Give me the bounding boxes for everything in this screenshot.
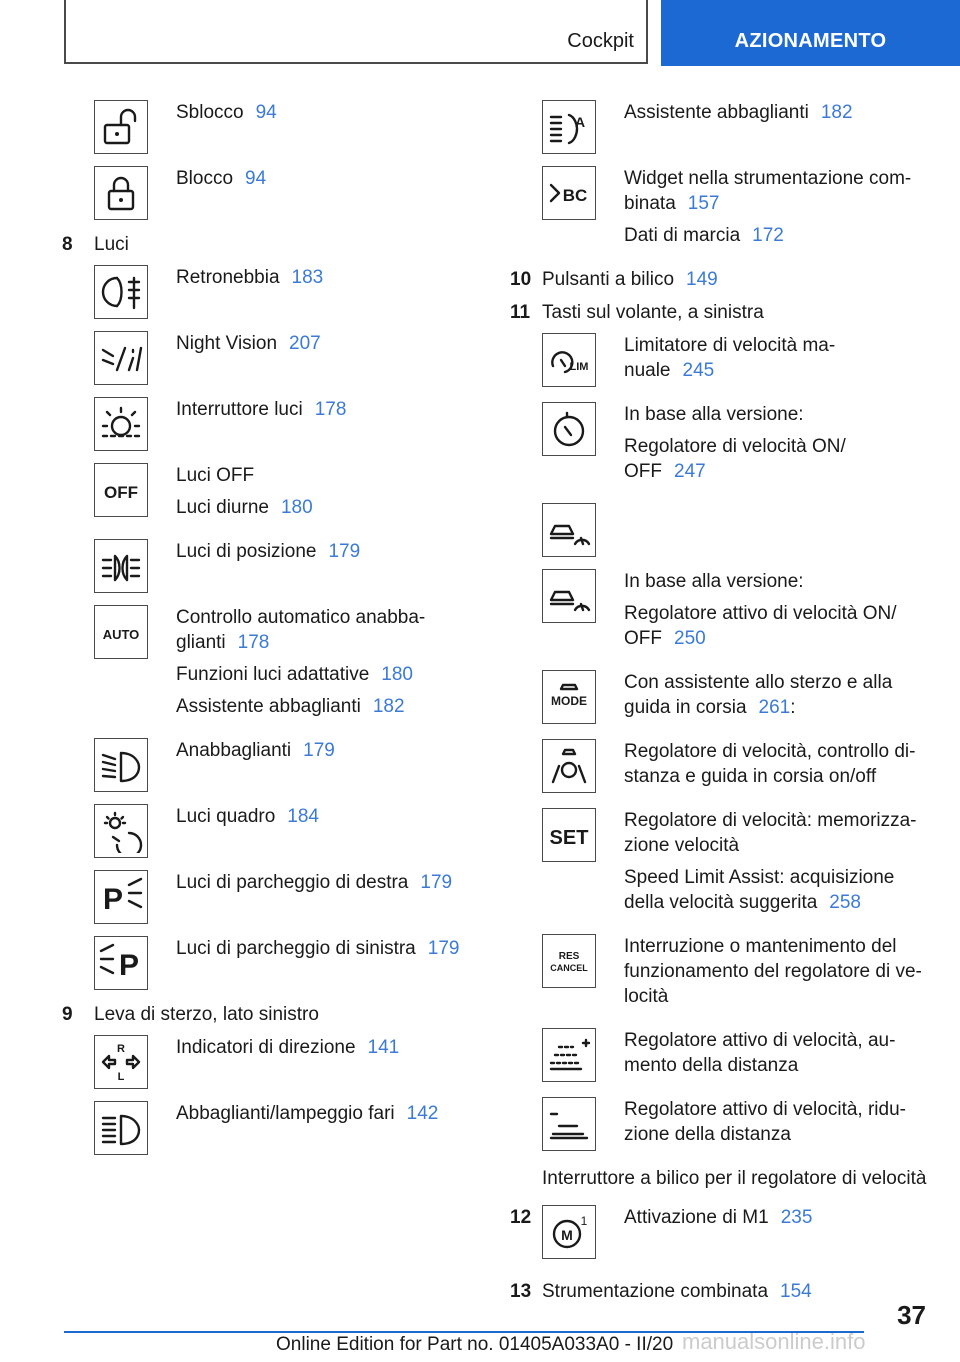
left-column (62, 100, 502, 1167)
entry-line: Abbaglianti/lampeggio fari 142 (176, 1103, 439, 1124)
low-beam-icon (94, 738, 148, 792)
high-beam-icon (94, 1101, 148, 1155)
light-switch-icon (94, 397, 148, 451)
entry-line: Luci di parcheggio di destra 179 (176, 872, 453, 893)
page-ref[interactable]: 94 (245, 168, 267, 189)
m1-icon (542, 1205, 596, 1259)
watermark: manualsonline.info (682, 1329, 866, 1354)
svg-text:M: M (561, 1227, 573, 1243)
wheel-entry-7 (510, 934, 950, 1016)
stalk-entry-r-1 (510, 166, 950, 255)
wheel-entry-0 (510, 333, 950, 390)
svg-text:MODE: MODE (551, 694, 587, 708)
lane-icon (542, 739, 596, 793)
entry-line: Luci di parcheggio di sinistra 179 (176, 938, 460, 959)
lock-entry-0 (62, 100, 502, 154)
svg-text:LIM: LIM (569, 361, 589, 373)
page-ref[interactable]: 261 (758, 697, 791, 718)
page-ref[interactable]: 172 (752, 225, 784, 246)
entry-line: In base alla versione: (624, 571, 804, 592)
lights-entry-1 (62, 331, 502, 385)
svg-text:1: 1 (580, 1214, 588, 1228)
page-ref[interactable]: 178 (314, 399, 347, 420)
page-ref[interactable]: 245 (682, 360, 715, 381)
page-ref[interactable]: 258 (829, 892, 861, 913)
svg-text:A: A (574, 114, 586, 130)
entry-line: Retronebbia 183 (176, 267, 324, 288)
entry-line: Speed Limit Assist: acquisizione della velocità suggerita 258 (624, 867, 895, 913)
park-r-icon (94, 870, 148, 924)
lights-entry-8 (62, 870, 502, 924)
svg-text:AUTO: AUTO (102, 627, 140, 642)
svg-text:R: R (117, 1043, 125, 1055)
res-icon (542, 934, 596, 988)
stalk-entry-0 (62, 1035, 502, 1089)
entry-line: Regolatore attivo di velocità ON/ OFF 250 (624, 603, 897, 649)
chapter-title: Cockpit (567, 30, 634, 52)
set-icon (542, 808, 596, 862)
lights-entry-0 (62, 265, 502, 319)
section-tab (661, 0, 960, 66)
entry-line: In base alla versione: (624, 404, 804, 425)
page-ref[interactable]: 179 (328, 541, 361, 562)
lights-entry-5 (62, 605, 502, 726)
svg-text:P: P (102, 883, 124, 916)
page-ref[interactable]: 157 (687, 193, 720, 214)
lim-icon (542, 333, 596, 387)
section-12-entry: 12 M 1 Attivazione di M1 235 (510, 1205, 950, 1259)
pos-icon (94, 539, 148, 593)
lights-entry-9 (62, 936, 502, 990)
lights-entry-3 (62, 463, 502, 527)
lock-entry-1 (62, 166, 502, 220)
wheel-entry-1 (510, 402, 950, 491)
lock-icon (94, 166, 148, 220)
page-ref[interactable]: 250 (674, 628, 706, 649)
section-11-heading: 11 Tasti sul volante, a sinistra (510, 302, 764, 323)
turn-icon (94, 1035, 148, 1089)
stalk-entry-r-0 (510, 100, 950, 154)
page-ref[interactable]: 247 (674, 461, 706, 482)
wheel-entry-2 (510, 503, 950, 557)
dist-down-icon (542, 1097, 596, 1151)
wheel-entry-5 (510, 739, 950, 796)
page-number: 37 (897, 1300, 926, 1330)
entry-line: Blocco 94 (176, 168, 267, 189)
section-title: AZIONAMENTO (734, 30, 887, 52)
svg-text:SET: SET (549, 827, 589, 849)
entry-line: Indicatori di direzione 141 (176, 1037, 400, 1058)
hb-assist-icon (542, 100, 596, 154)
section-9-heading: 9 Leva di sterzo, lato sinistro (62, 1004, 319, 1025)
acc-icon (542, 569, 596, 623)
lights-entry-2 (62, 397, 502, 451)
entry-line: Regolatore di velocità, controllo di- stanza e guida in corsia on/off (624, 741, 916, 787)
wheel-entry-6 (510, 808, 950, 922)
entry-line: Regolatore attivo di velocità, au- mento della distanza (624, 1030, 896, 1076)
svg-text:BC: BC (562, 186, 588, 205)
page-ref[interactable]: 180 (280, 497, 313, 518)
fog-rear-icon (94, 265, 148, 319)
page-ref[interactable]: 184 (287, 806, 319, 827)
wheel-entry-8 (510, 1028, 950, 1085)
svg-text:P: P (118, 949, 140, 982)
lights-entry-4 (62, 539, 502, 593)
section-11-note: Interruttore a bilico per il regolatore di velocità (542, 1168, 927, 1189)
entry-line: Funzioni luci adattative 180 (176, 664, 413, 685)
entry-line: Widget nella strumentazione com- binata 157 (624, 168, 912, 214)
wheel-entry-4 (510, 670, 950, 727)
page-ref[interactable]: 179 (303, 740, 335, 761)
page-ref[interactable]: 149 (686, 269, 718, 290)
entry-line: Sblocco 94 (176, 102, 277, 123)
svg-text:RES: RES (558, 951, 580, 962)
entry-line: Night Vision 207 (176, 333, 321, 354)
page-ref[interactable]: 142 (406, 1103, 439, 1124)
acc-icon (542, 503, 596, 557)
page-ref[interactable]: 178 (237, 632, 270, 653)
unlock-icon (94, 100, 148, 154)
right-column (510, 100, 950, 1312)
page-ref[interactable]: 94 (255, 102, 277, 123)
dist-up-icon (542, 1028, 596, 1082)
dash-icon (94, 804, 148, 858)
night-icon (94, 331, 148, 385)
page-ref[interactable]: 180 (381, 664, 413, 685)
auto-icon (94, 605, 148, 659)
svg-text:CANCEL: CANCEL (550, 963, 588, 973)
entry-line: Assistente abbaglianti 182 (176, 696, 405, 717)
off-icon (94, 463, 148, 517)
entry-line: Interruttore luci 178 (176, 399, 347, 420)
park-l-icon (94, 936, 148, 990)
entry-line: Assistente abbaglianti 182 (624, 102, 853, 123)
stalk-entry-1 (62, 1101, 502, 1155)
mode-icon (542, 670, 596, 724)
lights-entry-6 (62, 738, 502, 792)
svg-text:OFF: OFF (104, 483, 138, 502)
page-ref[interactable]: 182 (820, 102, 853, 123)
entry-line: Luci di posizione 179 (176, 541, 361, 562)
page-ref[interactable]: 179 (420, 872, 453, 893)
page-ref[interactable]: 154 (780, 1281, 812, 1302)
page-ref[interactable]: 182 (372, 696, 405, 717)
entry-line: Con assistente allo sterzo e alla guida in corsia 261: (624, 672, 893, 718)
entry-line: Anabbaglianti 179 (176, 740, 335, 761)
footer-edition: Online Edition for Part no. 01405A033A0 - II/20 (276, 1334, 674, 1355)
entry-line: Dati di marcia 172 (624, 225, 784, 246)
entry-line: Controllo automatico anabba- glianti 178 (176, 607, 426, 653)
entry-line: Regolatore di velocità ON/ OFF 247 (624, 436, 846, 482)
entry-line: Interruzione o mantenimento del funzionamento del regolatore di ve- locità (624, 936, 922, 1007)
section-13-heading: 13 Strumentazione combinata 154 (510, 1281, 812, 1302)
entry-line: Luci diurne 180 (176, 497, 313, 518)
entry-line: Regolatore attivo di velocità, ridu- zione della distanza (624, 1099, 906, 1145)
wheel-entry-3 (510, 569, 950, 658)
entry-line: Luci OFF (176, 465, 255, 486)
section-8-heading: 8 Luci (62, 234, 129, 255)
section-10-heading: 10 Pulsanti a bilico 149 (510, 269, 718, 290)
page-ref[interactable]: 235 (780, 1207, 813, 1228)
entry-line: Regolatore di velocità: memorizza- zione velocità (624, 810, 917, 856)
page-ref[interactable]: 207 (289, 333, 321, 354)
entry-line: Luci quadro 184 (176, 806, 319, 827)
page-ref[interactable]: 141 (367, 1037, 400, 1058)
cruise-icon (542, 402, 596, 456)
bc-icon (542, 166, 596, 220)
page-ref[interactable]: 179 (427, 938, 460, 959)
chapter-tab (64, 0, 648, 64)
page-header (0, 0, 960, 66)
entry-line: Limitatore di velocità ma- nuale 245 (624, 335, 836, 381)
wheel-entry-9 (510, 1097, 950, 1154)
lights-entry-7 (62, 804, 502, 858)
svg-text:L: L (117, 1071, 125, 1083)
page-ref[interactable]: 183 (291, 267, 324, 288)
